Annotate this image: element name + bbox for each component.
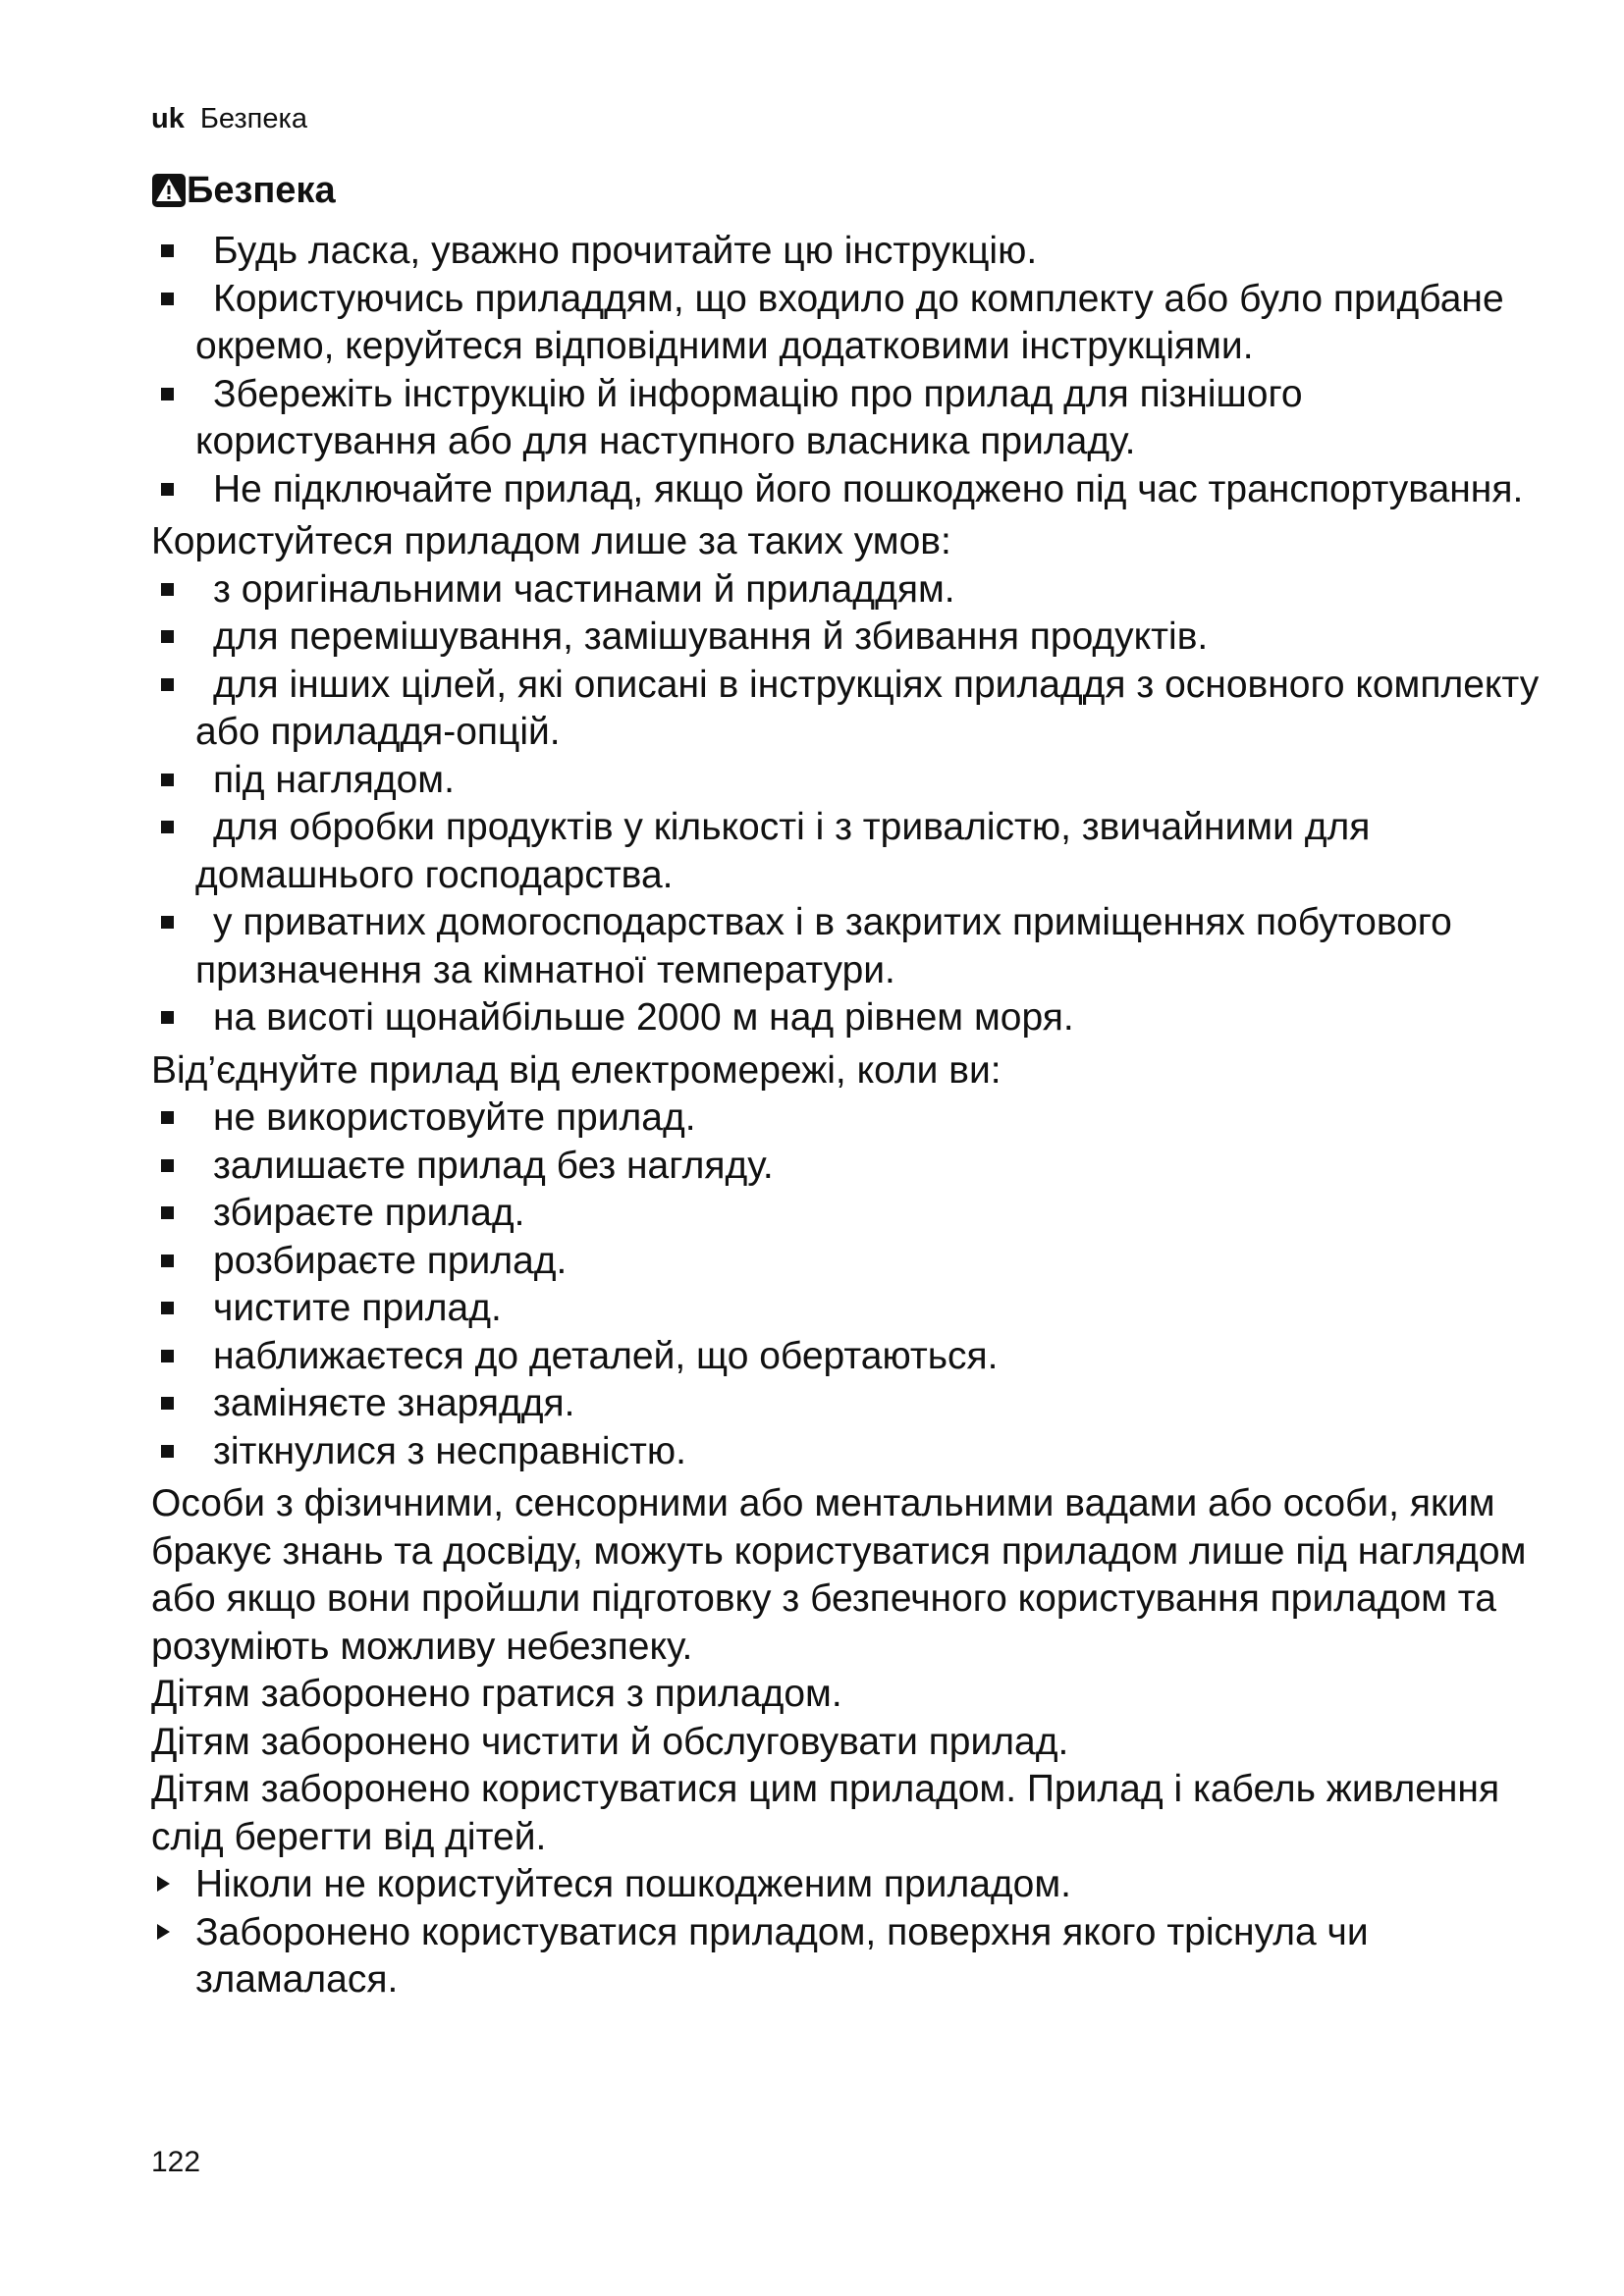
bullet-square-icon [161, 1255, 174, 1267]
bullet-square-icon [161, 1206, 174, 1219]
bullet-square-icon [161, 1350, 174, 1362]
bullet-square-icon [161, 1159, 174, 1172]
list-item: під наглядом. [151, 757, 1545, 805]
bullet-square-icon [161, 1302, 174, 1314]
list-item: у приватних домогосподарствах і в закритих приміщеннях побутового призначення за кімнатної температури. [151, 899, 1545, 994]
header-section: Безпека [199, 103, 307, 134]
page-number: 122 [151, 2146, 201, 2178]
list-item: Користуючись приладдям, що входило до комплекту або було придбане окремо, керуйтеся відповідними додатковими інструкціями. [151, 276, 1545, 371]
section-title-text: Безпека [187, 170, 336, 211]
disconnect-heading: Від’єднуйте прилад від електромережі, коли ви: [151, 1048, 1001, 1092]
bullet-square-icon [161, 1397, 174, 1410]
language-code: uk [151, 103, 185, 134]
use-conditions-heading: Користуйтеся приладом лише за таких умов: [151, 520, 951, 562]
bullet-square-icon [161, 630, 174, 643]
list-item: наближаєтеся до деталей, що обертаються. [151, 1333, 1545, 1381]
bullet-square-icon [161, 774, 174, 786]
bullet-square-icon [161, 583, 174, 596]
bullet-square-icon [161, 244, 174, 257]
arrow-right-icon [157, 1924, 170, 1940]
list-item: для інших цілей, які описані в інструкціях приладдя з основного комплекту або приладдя-опцій. [151, 662, 1545, 757]
safety-content [151, 228, 1545, 2004]
list-item: Не підключайте прилад, якщо його пошкоджено під час транспортування. [151, 466, 1545, 514]
bullet-square-icon [161, 388, 174, 400]
section-title [151, 169, 336, 212]
list-item: не використовуйте прилад. [151, 1095, 1545, 1143]
children-play-paragraph: Дітям заборонено гратися з приладом. [151, 1673, 842, 1715]
list-item: збираєте прилад. [151, 1190, 1545, 1238]
bullet-square-icon [161, 1111, 174, 1124]
instruction-item: Заборонено користуватися приладом, поверхня якого тріснула чи зламалася. [151, 1909, 1545, 2004]
intro-bullet-list [151, 228, 1545, 513]
list-item: чистите прилад. [151, 1285, 1545, 1333]
bullet-square-icon [161, 1011, 174, 1024]
children-clean-paragraph: Дітям заборонено чистити й обслуговувати прилад. [151, 1720, 1069, 1763]
bullet-square-icon [161, 293, 174, 305]
capabilities-paragraph: Особи з фізичними, сенсорними або ментальними вадами або особи, яким бракує знань та досвіду, можуть користуватися приладом лише під наглядом або якщо вони пройшли підготовку з безпечного користування приладом та розуміють можливу небезпеку. [151, 1482, 1527, 1668]
bullet-square-icon [161, 916, 174, 929]
arrow-right-icon [157, 1876, 170, 1892]
list-item: Збережіть інструкцію й інформацію про прилад для пізнішого користування або для наступного власника приладу. [151, 371, 1545, 466]
list-item: Будь ласка, уважно прочитайте цю інструкцію. [151, 228, 1545, 276]
instruction-list [151, 1861, 1545, 2004]
list-item: залишаєте прилад без нагляду. [151, 1143, 1545, 1191]
children-use-paragraph: Дітям заборонено користуватися цим приладом. Прилад і кабель живлення слід берегти від дітей. [151, 1768, 1500, 1858]
list-item: зіткнулися з несправністю. [151, 1428, 1545, 1476]
list-item: для перемішування, замішування й збивання продуктів. [151, 614, 1545, 662]
bullet-square-icon [161, 1445, 174, 1458]
list-item: заміняєте знаряддя. [151, 1380, 1545, 1428]
bullet-square-icon [161, 678, 174, 691]
instruction-item: Ніколи не користуйтеся пошкодженим приладом. [151, 1861, 1545, 1909]
bullet-square-icon [161, 821, 174, 833]
list-item: для обробки продуктів у кількості і з тривалістю, звичайними для домашнього господарства. [151, 804, 1545, 899]
warning-triangle-icon [151, 173, 187, 208]
list-item: розбираєте прилад. [151, 1238, 1545, 1286]
use-conditions-list [151, 566, 1545, 1042]
page-header [151, 102, 307, 135]
bullet-square-icon [161, 483, 174, 496]
disconnect-list [151, 1095, 1545, 1475]
list-item: з оригінальними частинами й приладдям. [151, 566, 1545, 614]
list-item: на висоті щонайбільше 2000 м над рівнем моря. [151, 994, 1545, 1042]
